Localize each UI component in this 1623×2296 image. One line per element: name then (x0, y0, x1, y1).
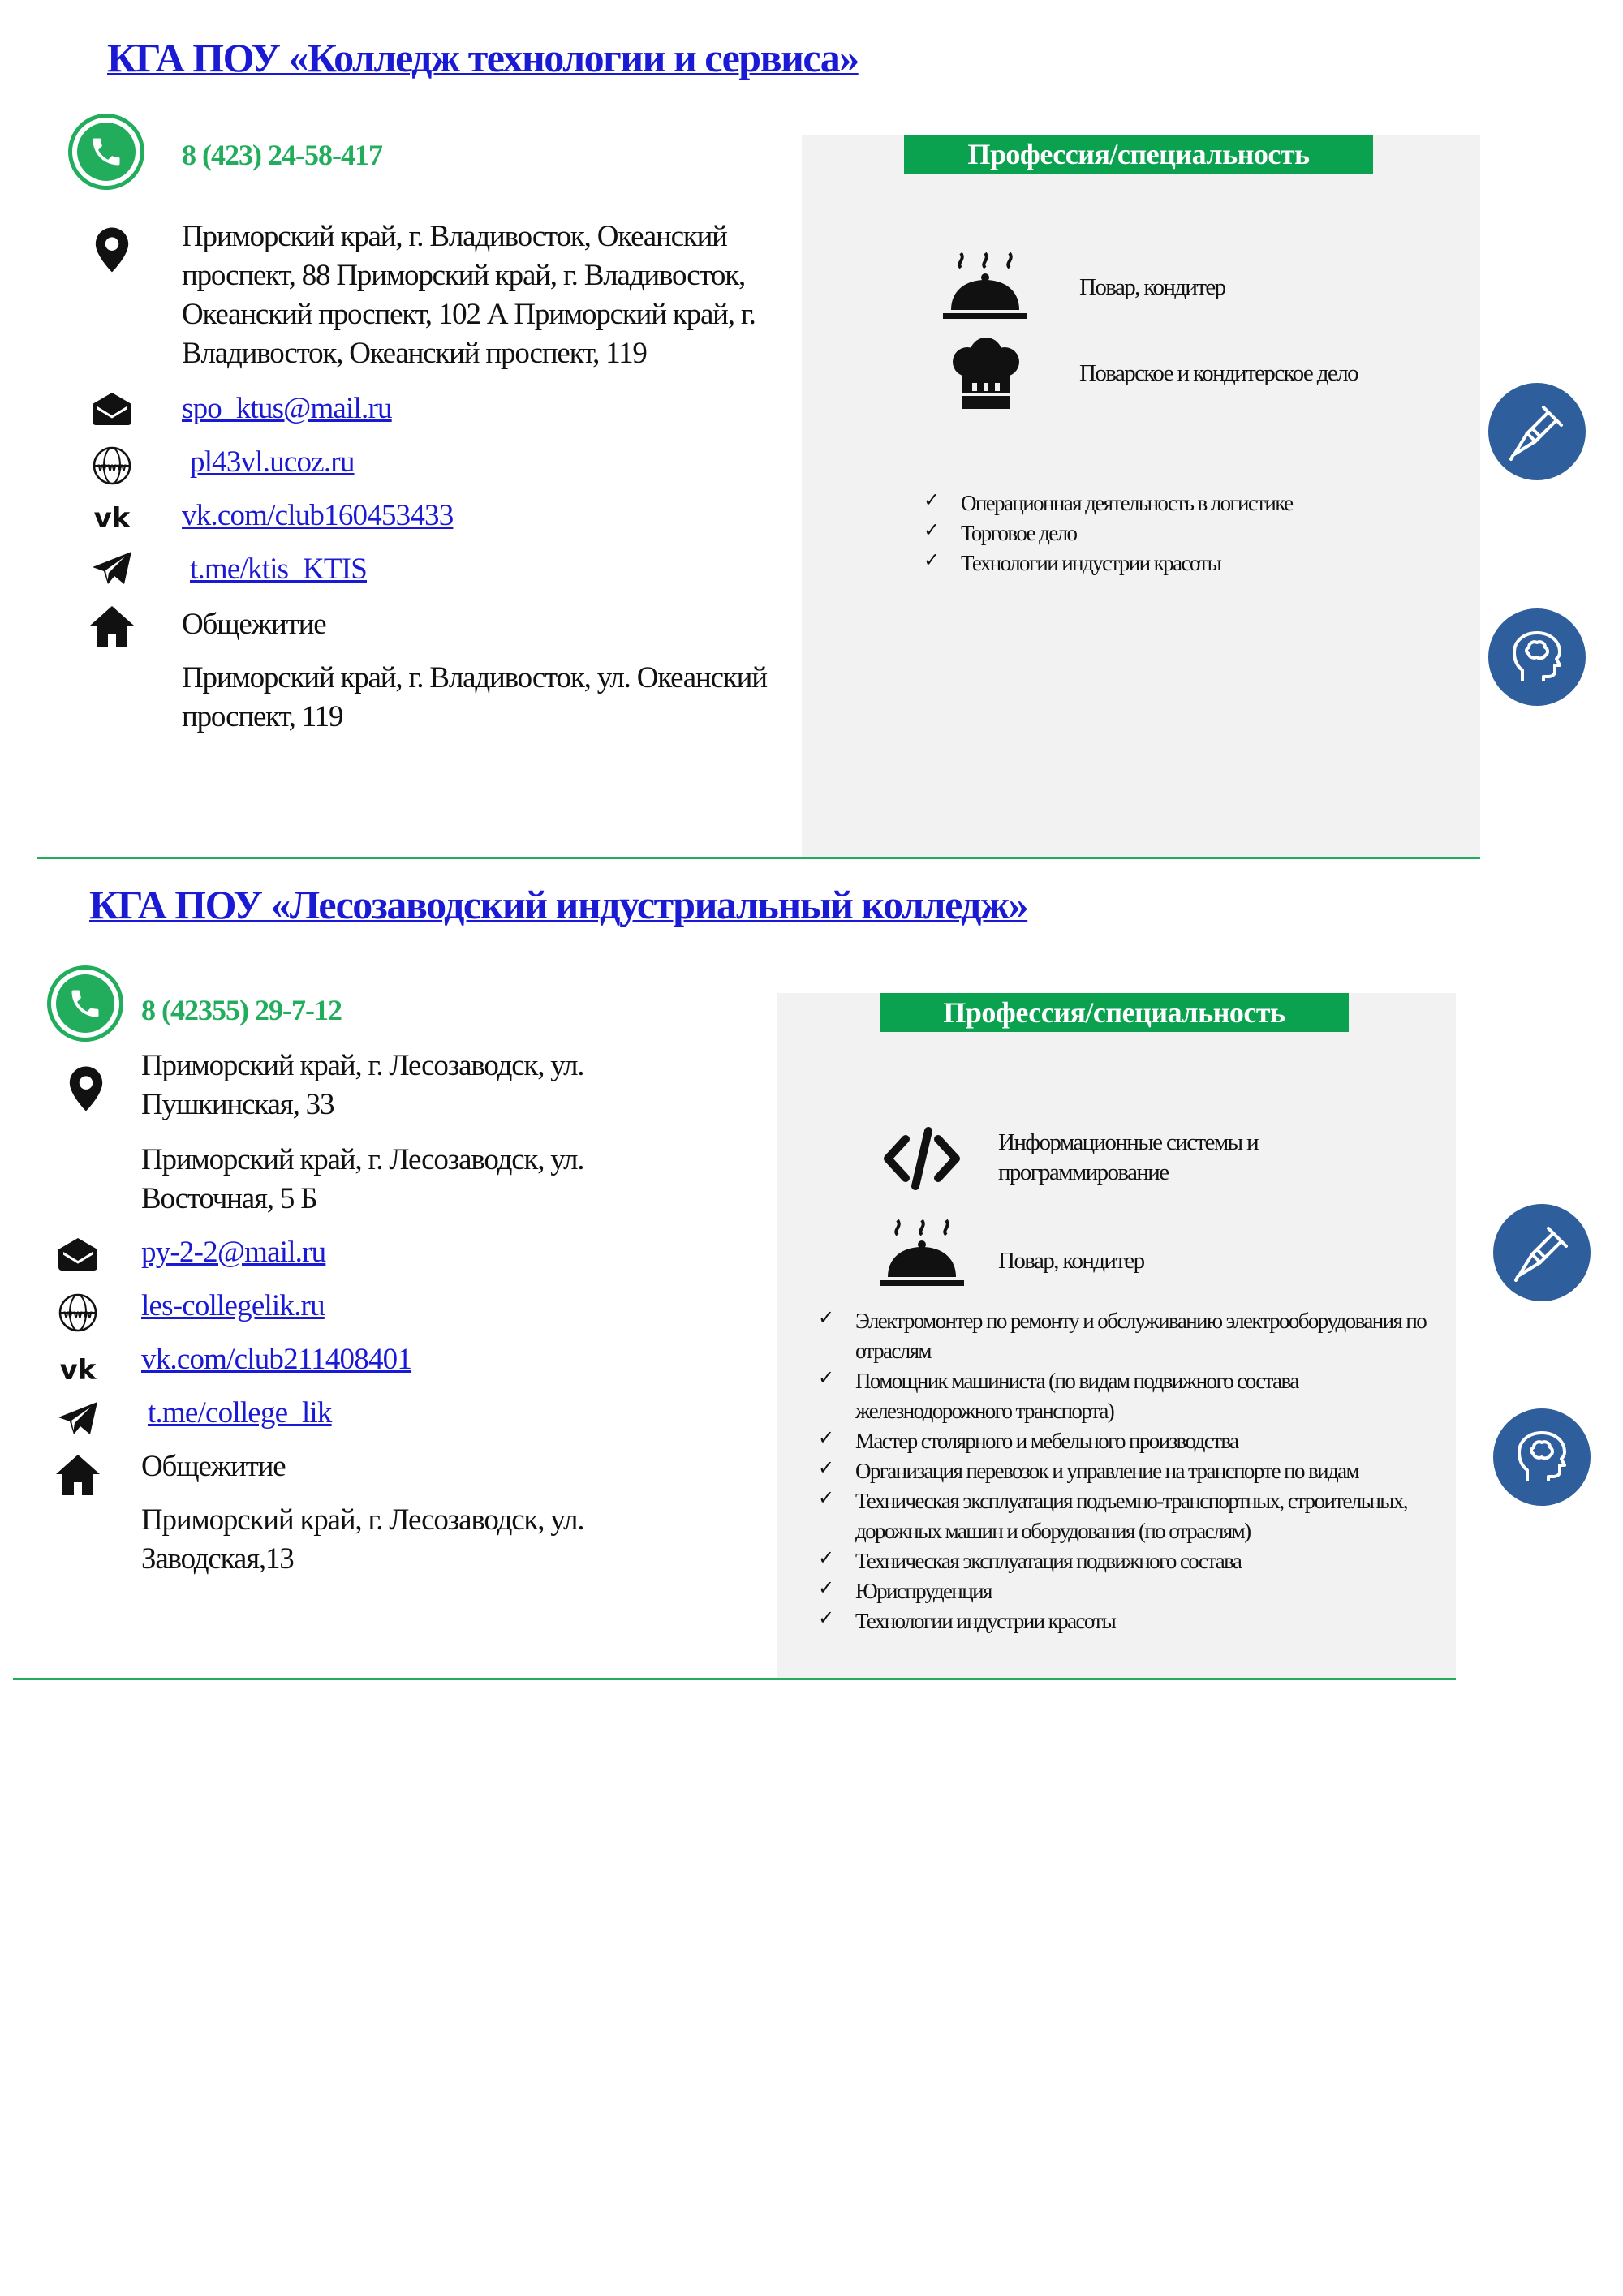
crutch-icon (1488, 383, 1586, 480)
college2-address-1: Приморский край, г. Лесозаводск, ул. Пушкинская, 33 (141, 1049, 584, 1121)
college2-website-link[interactable]: les-collegelik.ru (141, 1289, 325, 1322)
college1-title[interactable]: КГА ПОУ «Колледж технологии и сервиса» (107, 35, 859, 80)
location-pin-icon (89, 227, 135, 273)
college1-website-link[interactable]: pl43vl.ucoz.ru (190, 445, 355, 479)
college1-profession-1: Повар, кондитер (1079, 274, 1225, 300)
college2-specialties-list (818, 1306, 1435, 1636)
college2-email-link[interactable]: py-2-2@mail.ru (141, 1236, 326, 1269)
food-cloche-icon (943, 250, 1027, 325)
list-item: ✓ Юриспруденция (818, 1576, 992, 1603)
college1-specialties-list (923, 488, 1475, 578)
college1-vk-link[interactable]: vk.com/club160453433 (182, 499, 454, 532)
globe-www-icon (55, 1290, 101, 1335)
college2-phone[interactable]: 8 (42355) 29-7-12 (141, 994, 342, 1026)
list-item: ✓ Техническая эксплуатация подъемно-транспортных, строительных, дорожных машин и оборудования (по отраслям) (818, 1486, 1407, 1543)
home-icon (55, 1452, 101, 1498)
list-item: ✓ Торговое дело (923, 518, 1077, 545)
list-item: ✓ Электромонтер по ремонту и обслуживанию электрооборудования по отраслям (818, 1306, 1427, 1363)
college1-profession-2: Поварское и кондитерское дело (1079, 360, 1358, 386)
college1-phone[interactable]: 8 (423) 24-58-417 (182, 139, 382, 171)
location-pin-icon (63, 1066, 109, 1111)
phone-icon (68, 114, 144, 190)
list-item: ✓ Технологии индустрии красоты (923, 548, 1221, 575)
list-item: ✓ Помощник машиниста (по видам подвижного состава железнодорожного транспорта) (818, 1366, 1298, 1423)
college2-dorm-label: Общежитие (141, 1450, 286, 1483)
code-icon (881, 1124, 962, 1197)
list-item: ✓ Технологии индустрии красоты (818, 1606, 1116, 1633)
vk-icon (89, 495, 135, 540)
mail-icon (55, 1232, 101, 1277)
college1-email-link[interactable]: spo_ktus@mail.ru (182, 392, 392, 425)
svg-text:vk: vk (59, 1355, 97, 1384)
list-item: ✓ Мастер столярного и мебельного производства (818, 1426, 1238, 1453)
college1-address: Приморский край, г. Владивосток, Океанский проспект, 88 Приморский край, г. Владивосток, Океанский проспект, 102 А Приморский край, г. Владивосток, Океанский проспект, 119 (182, 220, 756, 370)
svg-text:www: www (97, 462, 127, 474)
college1-panel-title: Профессия/специальность (904, 135, 1373, 174)
college2-vk-link[interactable]: vk.com/club211408401 (141, 1343, 412, 1376)
college1-dorm-address: Приморский край, г. Владивосток, ул. Океанский проспект, 119 (182, 661, 767, 733)
college2-address-2: Приморский край, г. Лесозаводск, ул. Восточная, 5 Б (141, 1143, 584, 1215)
college2-telegram-link[interactable]: t.me/college_lik (148, 1396, 332, 1430)
college2-dorm-address: Приморский край, г. Лесозаводск, ул. Заводская,13 (141, 1503, 584, 1576)
chef-hat-icon (949, 338, 1022, 415)
food-cloche-icon (880, 1217, 964, 1292)
head-brain-icon (1488, 608, 1586, 706)
home-icon (89, 604, 135, 649)
section-divider (37, 857, 1480, 859)
crutch-icon (1493, 1204, 1591, 1301)
college2-title[interactable]: КГА ПОУ «Лесозаводский индустриальный колледж» (89, 882, 1028, 927)
telegram-icon (55, 1395, 101, 1441)
svg-text:www: www (62, 1309, 93, 1321)
telegram-icon (89, 545, 135, 591)
mail-icon (89, 386, 135, 432)
phone-icon (47, 965, 123, 1042)
college2-profession-2: Повар, кондитер (998, 1248, 1144, 1274)
section-divider (13, 1678, 1456, 1680)
college1-telegram-link[interactable]: t.me/ktis_KTIS (190, 553, 367, 586)
college2-panel-title: Профессия/специальность (880, 993, 1349, 1032)
vk-icon (55, 1347, 101, 1392)
college2-profession-1: Информационные системы и программирование (998, 1129, 1259, 1185)
head-brain-icon (1493, 1408, 1591, 1506)
list-item: ✓ Операционная деятельность в логистике (923, 488, 1293, 515)
list-item: ✓ Техническая эксплуатация подвижного состава (818, 1546, 1242, 1573)
svg-text:vk: vk (93, 503, 131, 532)
globe-www-icon (89, 443, 135, 488)
college1-dorm-label: Общежитие (182, 608, 326, 641)
list-item: ✓ Организация перевозок и управление на транспорте по видам (818, 1456, 1359, 1483)
